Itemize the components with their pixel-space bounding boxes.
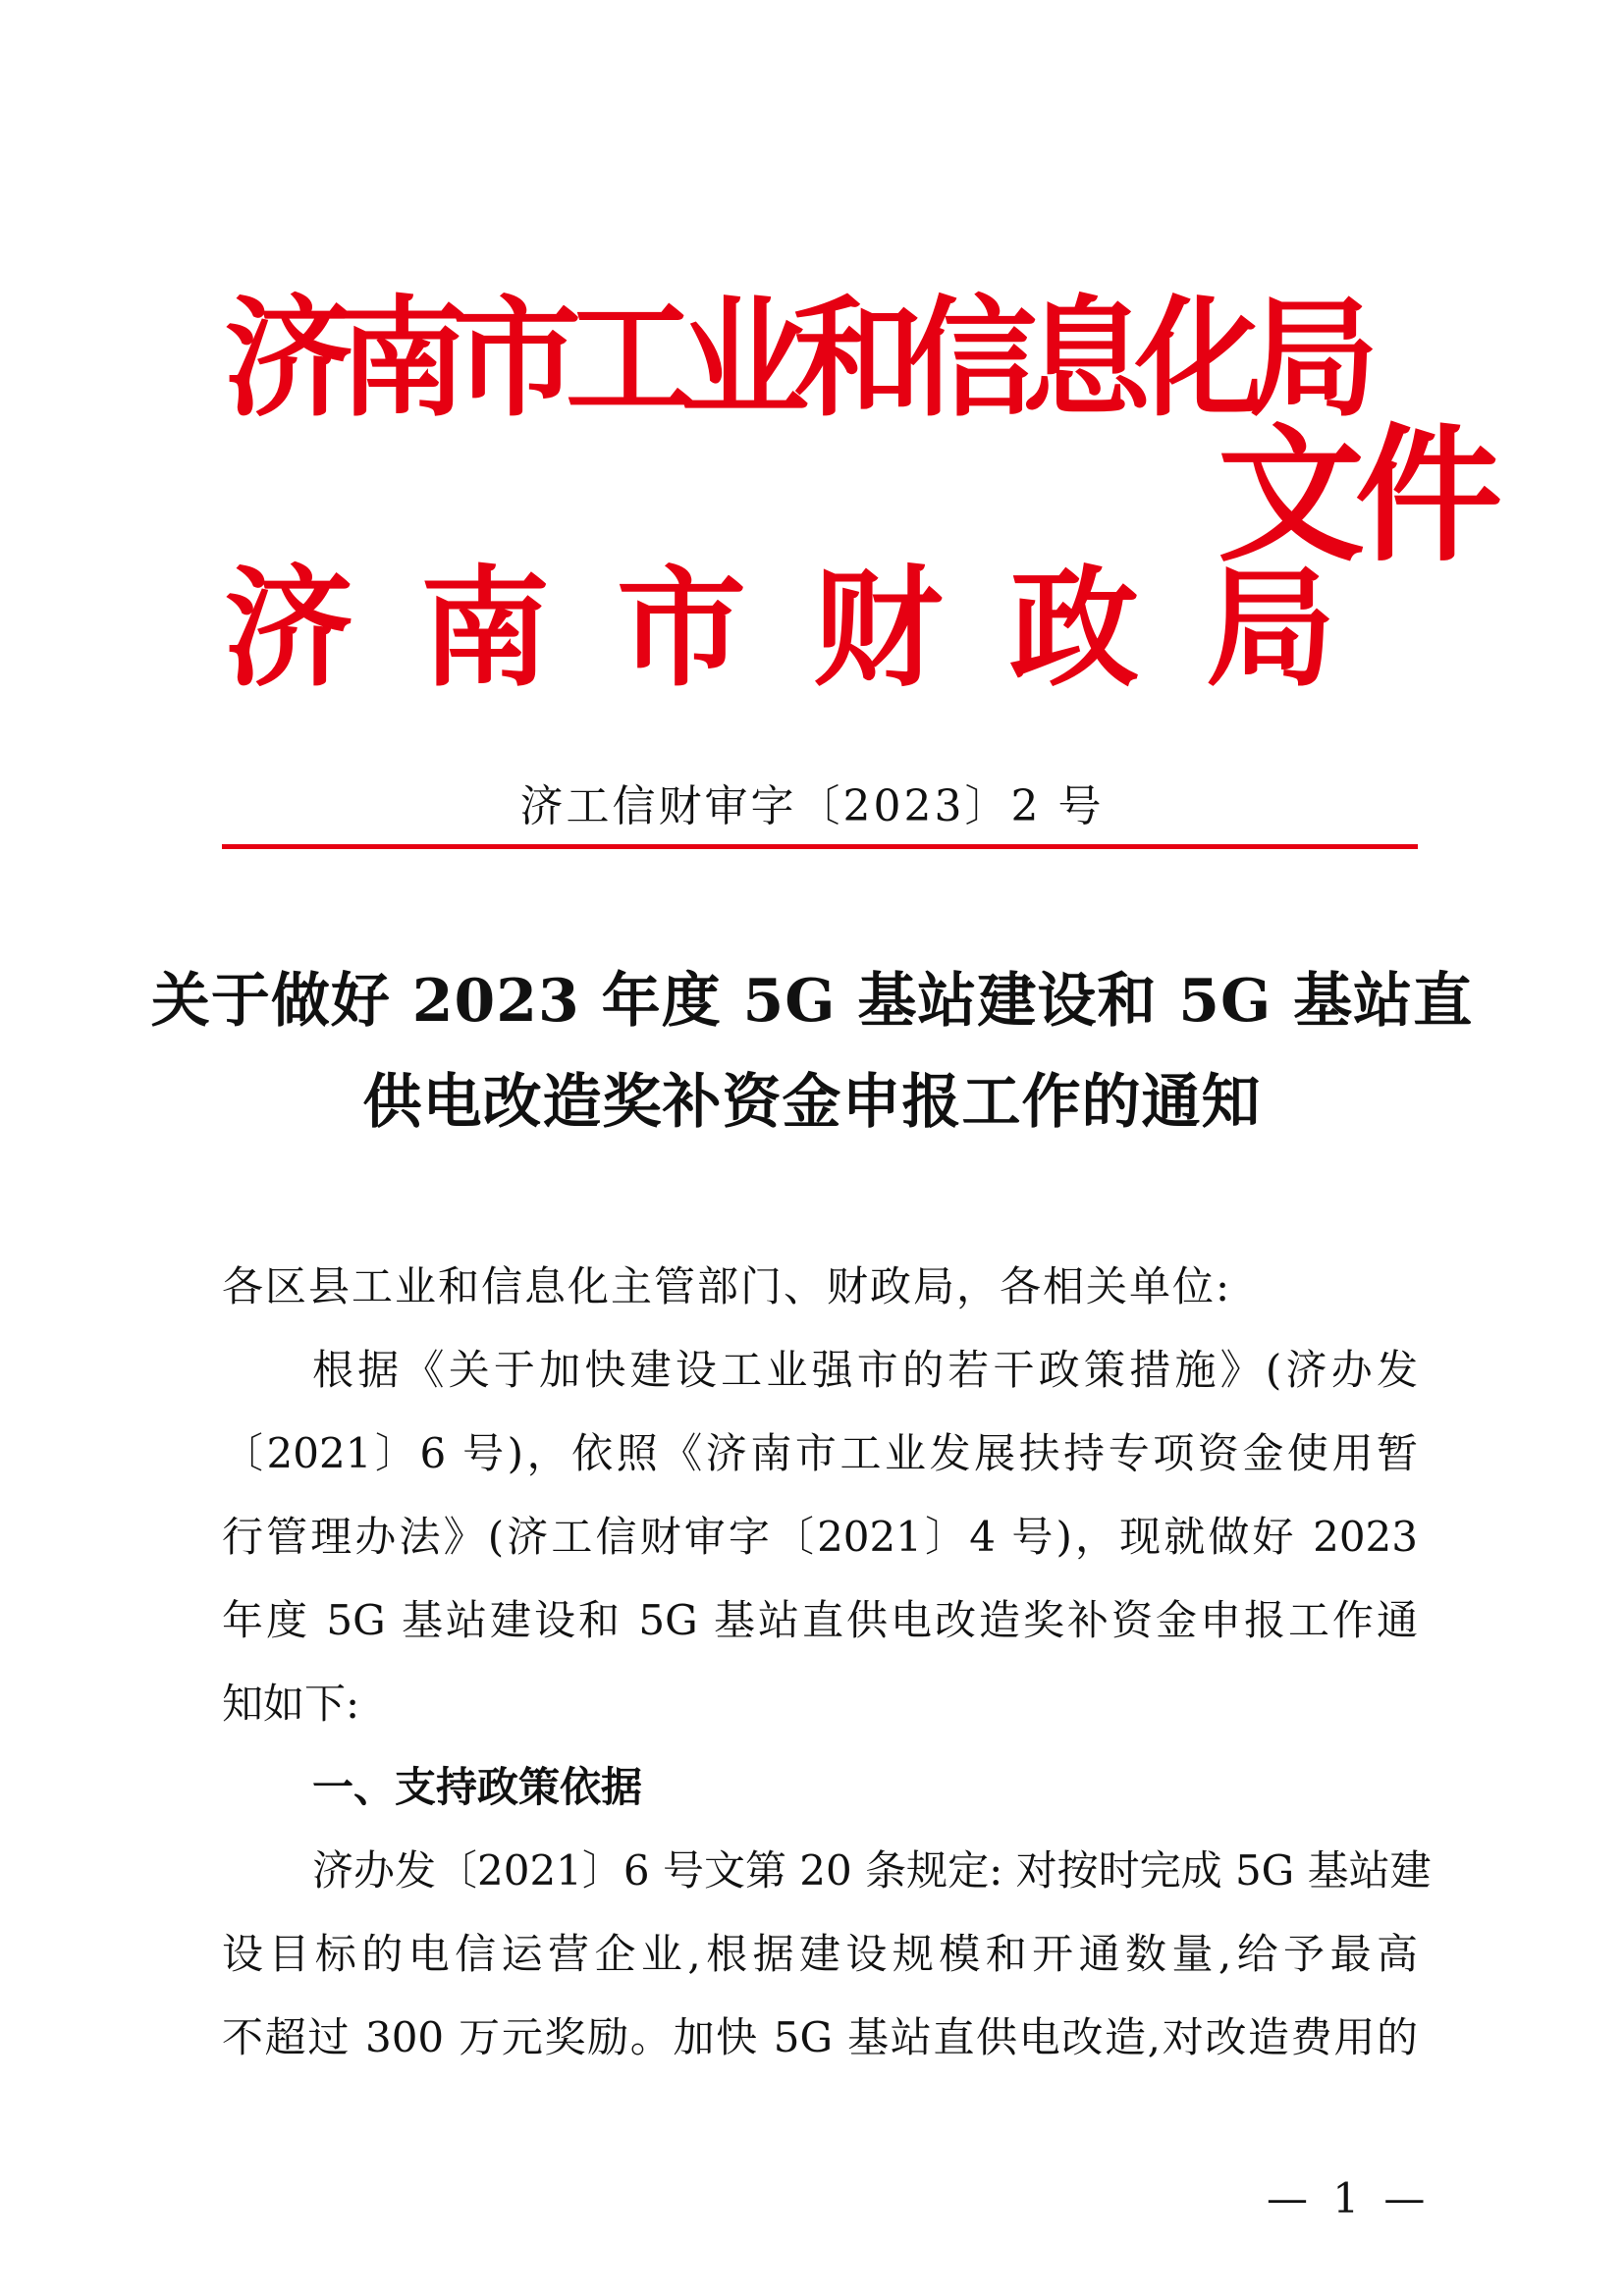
paragraph-1-line: 行管理办法》(济工信财审字〔2021〕4 号)，现就做好 2023 (222, 1513, 1418, 1561)
paragraph-2-line: 济办发〔2021〕6 号文第 20 条规定: 对按时完成 5G 基站建 (312, 1846, 1432, 1895)
paragraph-1-line: 〔2021〕6 号)，依照《济南市工业发展扶持专项资金使用暂 (222, 1429, 1418, 1477)
paragraph-2-line: 设目标的电信运营企业,根据建设规模和开通数量,给予最高 (222, 1930, 1418, 1978)
paragraph-1-line: 年度 5G 基站建设和 5G 基站直供电改造奖补资金申报工作通 (222, 1596, 1418, 1644)
issuer-name-finance-bureau: 济南市财政局 (224, 553, 1402, 705)
page-number: — 1 — (1267, 2174, 1432, 2222)
paragraph-1-line: 根据《关于加快建设工业强市的若干政策措施》(济办发 (312, 1346, 1418, 1394)
issuer-name-industry-bureau: 济南市工业和信息化局 (224, 283, 1363, 435)
document-title-line-2: 供电改造奖补资金申报工作的通知 (362, 1068, 1262, 1137)
salutation: 各区县工业和信息化主管部门、财政局，各相关单位: (222, 1262, 1232, 1310)
issuer-document-suffix: 文件 (1218, 409, 1493, 582)
document-number: 济工信财审字〔2023〕2 号 (519, 781, 1105, 831)
document-title-line-1: 关于做好 2023 年度 5G 基站建设和 5G 基站直 (150, 967, 1474, 1036)
red-separator-line (222, 844, 1418, 849)
section-heading-1: 一、支持政策依据 (312, 1763, 643, 1811)
paragraph-2-line: 不超过 300 万元奖励。加快 5G 基站直供电改造,对改造费用的 (222, 2013, 1418, 2061)
paragraph-1-line: 知如下: (222, 1680, 360, 1728)
